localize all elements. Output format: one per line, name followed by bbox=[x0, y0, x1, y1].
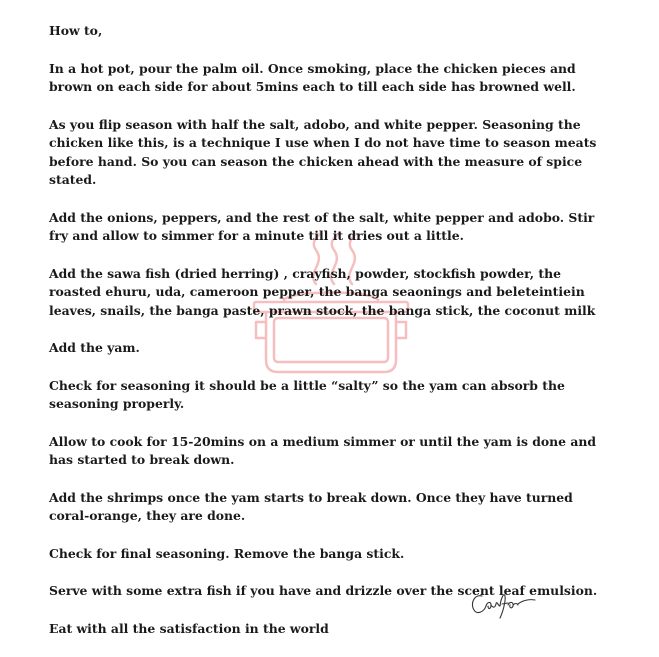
step-paragraph: Check for seasoning it should be a little “salty” so the yam can absorb the seasoning properly. bbox=[49, 377, 565, 411]
step-paragraph: Add the yam. bbox=[49, 340, 140, 355]
handwritten-signature-icon bbox=[468, 588, 538, 620]
step-paragraph: Check for final seasoning. Remove the banga stick. bbox=[49, 545, 405, 561]
step-paragraph: Add the sawa fish (dried herring) , crayfish, powder, stockfish powder, the roasted ehuru, uda, cameroon pepper, the banga seaonings and beleteintiein leaves, snails, the banga paste, prawn stock, the banga stick, the coconut milk bbox=[49, 265, 596, 318]
step-paragraph: Serve with some extra fish if you have and drizzle over the scent leaf emulsion. bbox=[49, 583, 598, 598]
step-paragraph: Add the shrimps once the yam starts to break down. Once they have turned coral-orange, they are done. bbox=[49, 489, 573, 523]
step-paragraph: As you flip season with half the salt, adobo, and white pepper. Seasoning the chicken like this, is a technique I use when I do not have time to season meats before hand. So you can season the chicken ahead with the measure of spice stated. bbox=[49, 116, 597, 187]
recipe-text bbox=[49, 22, 609, 657]
step-paragraph: In a hot pot, pour the palm oil. Once smoking, place the chicken pieces and brown on each side for about 5mins each to till each side has browned well. bbox=[49, 60, 576, 94]
step-paragraph: Add the onions, peppers, and the rest of the salt, white pepper and adobo. Stir fry and allow to simmer for a minute till it dries out a little. bbox=[49, 209, 595, 243]
step-paragraph: Allow to cook for 15-20mins on a medium simmer or until the yam is done and has started to break down. bbox=[49, 433, 597, 467]
closing-paragraph: Eat with all the satisfaction in the world bbox=[49, 620, 329, 636]
heading-how-to: How to, bbox=[49, 23, 103, 38]
